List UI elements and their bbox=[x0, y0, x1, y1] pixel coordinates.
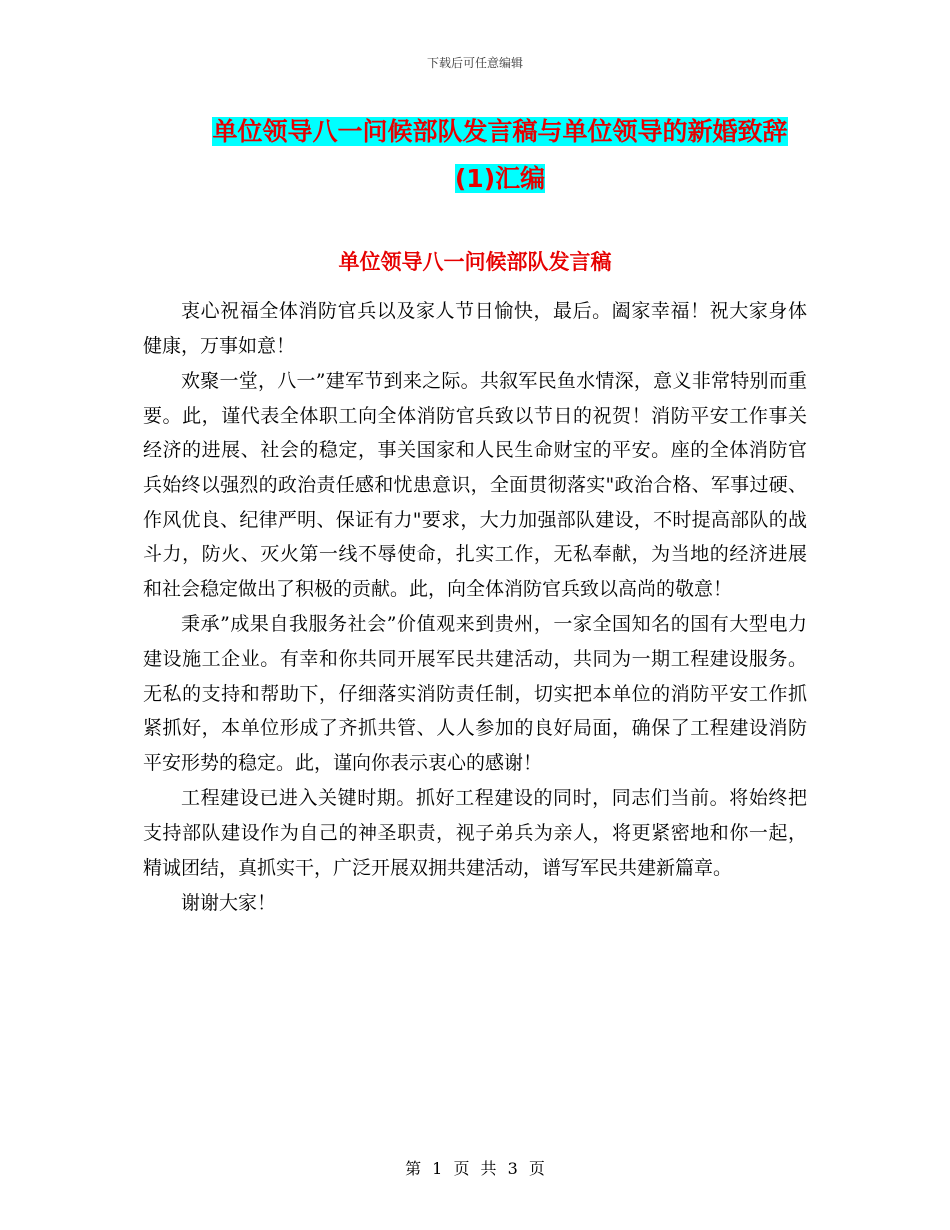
paragraph-4: 工程建设已进入关键时期。抓好工程建设的同时，同志们当前。将始终把支持部队建设作为自己的神圣职责，视子弟兵为亲人，将更紧密地和你一起，精诚团结，真抓实干，广泛开展双拥共建活动，谱写军民共建新篇章。 bbox=[143, 787, 807, 879]
section-title: 单位领导八一问候部队发言稿 bbox=[338, 250, 612, 274]
document-body bbox=[143, 294, 807, 922]
paragraph-1: 衷心祝福全体消防官兵以及家人节日愉快，最后。阖家幸福！祝大家身体健康，万事如意！ bbox=[143, 300, 807, 357]
document-title-line-2: (1)汇编 bbox=[454, 164, 546, 193]
header-note: 下载后可任意编辑 bbox=[426, 56, 523, 70]
page-number-footer: 第 1 页 共 3 页 bbox=[405, 1159, 545, 1178]
paragraph-5: 谢谢大家！ bbox=[181, 892, 277, 915]
paragraph-2: 欢聚一堂，八一”建军节到来之际。共叙军民鱼水情深，意义非常特别而重要。此，谨代表全体职工向全体消防官兵致以节日的祝贺！消防平安工作事关经济的进展、社会的稳定，事关国家和人民生命财宝的平安。座的全体消防官兵始终以强烈的政治责任感和忧患意识，全面贯彻落实"政治合格、军事过硬、作风优良、纪律严明、保证有力"要求，大力加强部队建设，不时提高部队的战斗力，防火、灭火第一线不辱使命，扎实工作，无私奉献，为当地的经济进展和社会稳定做出了积极的贡献。此，向全体消防官兵致以高尚的敬意！ bbox=[143, 370, 807, 600]
document-title-line-1: 单位领导八一问候部队发言稿与单位领导的新婚致辞 bbox=[212, 117, 788, 146]
document-title bbox=[140, 108, 860, 202]
paragraph-3: 秉承”成果自我服务社会”价值观来到贵州，一家全国知名的国有大型电力建设施工企业。有幸和你共同开展军民共建活动，共同为一期工程建设服务。无私的支持和帮助下，仔细落实消防责任制，切实把本单位的消防平安工作抓紧抓好，本单位形成了齐抓共管、人人参加的良好局面，确保了工程建设消防平安形势的稳定。此，谨向你表示衷心的感谢！ bbox=[143, 613, 807, 774]
